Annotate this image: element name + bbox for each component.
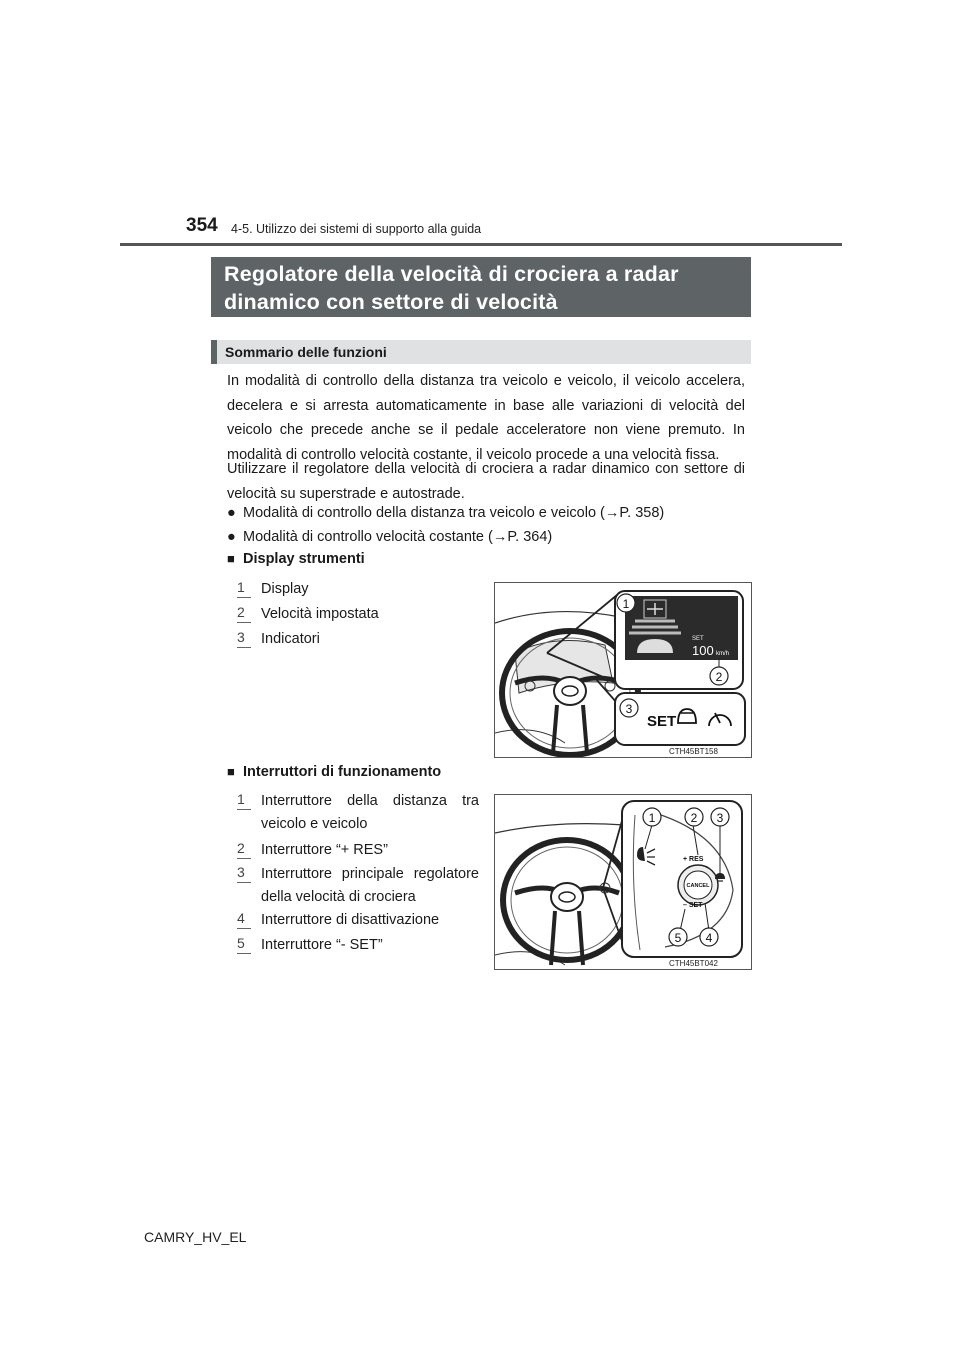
item-label: Interruttore “- SET” bbox=[261, 937, 383, 953]
item-label: Interruttore “+ RES” bbox=[261, 842, 388, 858]
svg-text:2: 2 bbox=[715, 670, 723, 684]
page-number: 354 bbox=[186, 215, 218, 236]
svg-text:3: 3 bbox=[625, 702, 633, 716]
callout-3 bbox=[711, 808, 729, 826]
item-label: Interruttore della distanza tra veicolo e veicolo bbox=[261, 793, 479, 832]
item-number: 2 bbox=[237, 839, 251, 859]
list-item bbox=[237, 603, 479, 626]
item-number: 2 bbox=[237, 603, 251, 623]
set-label: – SET bbox=[683, 902, 703, 909]
list-item bbox=[237, 790, 479, 835]
bullet-item bbox=[227, 527, 552, 547]
svg-text:1: 1 bbox=[622, 597, 630, 611]
item-label: Display bbox=[261, 581, 309, 597]
item-number: 1 bbox=[237, 578, 251, 598]
callout-4 bbox=[700, 928, 718, 946]
list-item bbox=[237, 578, 479, 601]
footer-model-code: CAMRY_HV_EL bbox=[144, 1229, 247, 1245]
svg-text:5: 5 bbox=[674, 931, 682, 945]
callout-3 bbox=[620, 699, 638, 717]
square-bullet-icon: ■ bbox=[227, 551, 235, 566]
item-number: 3 bbox=[237, 863, 251, 883]
callout-1 bbox=[643, 808, 661, 826]
switches-figure bbox=[494, 794, 752, 970]
page-title: Regolatore della velocità di crociera a radar dinamico con settore di velocità bbox=[211, 257, 751, 317]
instrument-display-figure bbox=[494, 582, 752, 758]
steering-switch-illustration bbox=[495, 795, 751, 969]
indicator-set-label: SET bbox=[647, 713, 677, 730]
res-label: + RES bbox=[683, 856, 704, 863]
speed-value: 100 bbox=[692, 643, 714, 658]
square-bullet-icon: ■ bbox=[227, 764, 235, 779]
figure-code: CTH45BT042 bbox=[669, 959, 718, 968]
speed-unit: km/h bbox=[716, 651, 730, 657]
callout-2 bbox=[685, 808, 703, 826]
item-label: Velocità impostata bbox=[261, 606, 379, 622]
switch-section-heading: ■ Interruttori di funzionamento bbox=[227, 764, 442, 780]
bullet-text: Modalità di controllo della distanza tra veicolo e veicolo (→P. 358) bbox=[243, 505, 665, 521]
item-number: 5 bbox=[237, 934, 251, 954]
list-item bbox=[237, 628, 479, 651]
item-label: Interruttore di disattivazione bbox=[261, 912, 440, 928]
item-number: 1 bbox=[237, 790, 251, 810]
section-reference: 4-5. Utilizzo dei sistemi di supporto alla guida bbox=[231, 222, 482, 236]
bullet-text: Modalità di controllo velocità costante (→P. 364) bbox=[243, 529, 553, 545]
item-label: Interruttore principale regolatore della velocità di crociera bbox=[261, 866, 479, 905]
svg-text:1: 1 bbox=[648, 811, 656, 825]
usage-paragraph: Utilizzare il regolatore della velocità di crociera a radar dinamico con settore di velocità su superstrade e autostrade. bbox=[227, 461, 745, 502]
header-divider bbox=[120, 243, 842, 246]
dashboard-illustration bbox=[495, 583, 751, 757]
cancel-label: CANCEL bbox=[686, 883, 710, 889]
svg-text:4: 4 bbox=[705, 931, 713, 945]
subheading: Sommario delle funzioni bbox=[211, 340, 751, 364]
intro-paragraph: In modalità di controllo della distanza tra veicolo e veicolo, il veicolo accelera, decelera e si arresta automaticamente in base alle variazioni di velocità del veicolo che precede anche se il pedale acceleratore non viene premuto. In modalità di controllo velocità costante, il veicolo procede a una velocità fissa. bbox=[227, 373, 745, 463]
bullet-icon: ● bbox=[227, 505, 236, 521]
list-item bbox=[237, 909, 479, 932]
item-label: Indicatori bbox=[261, 631, 320, 647]
figure-code: CTH45BT158 bbox=[669, 747, 718, 756]
list-item bbox=[237, 934, 479, 957]
bullet-icon: ● bbox=[227, 529, 236, 545]
svg-text:2: 2 bbox=[690, 811, 698, 825]
callout-5 bbox=[669, 928, 687, 946]
display-section-heading: ■ Display strumenti bbox=[227, 551, 365, 567]
list-item bbox=[237, 863, 479, 908]
list-item bbox=[237, 839, 479, 862]
callout-1 bbox=[617, 594, 635, 612]
bullet-item bbox=[227, 503, 664, 523]
svg-text:3: 3 bbox=[716, 811, 724, 825]
set-small-label: SET bbox=[692, 636, 704, 642]
item-number: 3 bbox=[237, 628, 251, 648]
item-number: 4 bbox=[237, 909, 251, 929]
